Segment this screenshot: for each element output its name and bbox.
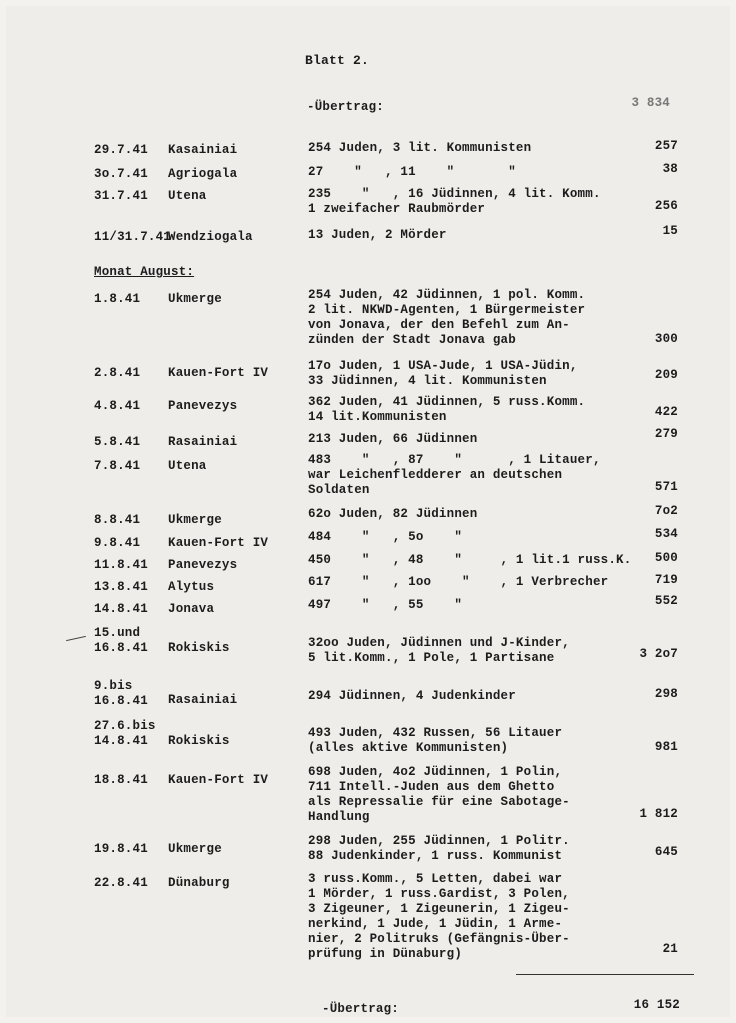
carryover-label: -Übertrag: xyxy=(307,100,385,114)
row-count: 298 xyxy=(654,687,678,701)
row-place: Ukmerge xyxy=(168,842,222,856)
row-place: Rasainiai xyxy=(168,693,238,707)
carryover-total: 16 152 xyxy=(633,998,680,1012)
row-count: 571 xyxy=(654,480,678,494)
row-count: 534 xyxy=(654,527,678,541)
row-date: 13.8.41 xyxy=(94,580,148,594)
row-count: 257 xyxy=(654,139,678,153)
row-date: 22.8.41 xyxy=(94,876,148,890)
row-description: 254 Juden, 3 lit. Kommunisten xyxy=(308,141,532,155)
row-date: 15.und 16.8.41 xyxy=(94,626,148,655)
row-place: Agriogala xyxy=(168,167,238,181)
row-count: 981 xyxy=(654,740,678,754)
row-place: Rokiskis xyxy=(168,641,230,655)
row-description: 32oo Juden, Jüdinnen und J-Kinder, 5 lit.Komm., 1 Pole, 1 Partisane xyxy=(308,636,570,665)
row-count: 500 xyxy=(654,551,678,565)
row-description: 298 Juden, 255 Jüdinnen, 1 Politr. 88 Judenkinder, 1 russ. Kommunist xyxy=(308,834,570,863)
row-place: Ukmerge xyxy=(168,513,222,527)
row-count: 38 xyxy=(662,162,678,176)
row-description: 17o Juden, 1 USA-Jude, 1 USA-Jüdin, 33 Jüdinnen, 4 lit. Kommunisten xyxy=(308,359,578,388)
row-place: Rokiskis xyxy=(168,734,230,748)
row-place: Kauen-Fort IV xyxy=(168,366,269,380)
carryover-bottom-label: -Übertrag: xyxy=(322,1002,400,1016)
row-description: 294 Jüdinnen, 4 Judenkinder xyxy=(308,689,516,703)
row-count: 300 xyxy=(654,332,678,346)
row-description: 450 " , 48 " , 1 lit.1 russ.K. xyxy=(308,553,632,567)
row-count: 645 xyxy=(654,845,678,859)
row-place: Wendziogala xyxy=(168,230,253,244)
row-count: 719 xyxy=(654,573,678,587)
row-place: Kauen-Fort IV xyxy=(168,773,269,787)
margin-tick-mark xyxy=(66,636,86,641)
row-date: 27.6.bis 14.8.41 xyxy=(94,719,156,748)
row-count: 21 xyxy=(662,942,678,956)
row-description: 254 Juden, 42 Jüdinnen, 1 pol. Komm. 2 lit. NKWD-Agenten, 1 Bürgermeister von Jonava, der den Befehl zum An- zünden der Stadt Jonava gab xyxy=(308,288,586,347)
row-description: 27 " , 11 " " xyxy=(308,165,516,179)
row-description: 617 " , 1oo " , 1 Verbrecher xyxy=(308,575,609,589)
row-count: 7o2 xyxy=(654,504,678,518)
row-date: 9.bis 16.8.41 xyxy=(94,679,148,708)
row-date: 9.8.41 xyxy=(94,536,141,550)
row-date: 7.8.41 xyxy=(94,459,141,473)
row-place: Utena xyxy=(168,189,207,203)
row-date: 11.8.41 xyxy=(94,558,148,572)
row-count: 552 xyxy=(654,594,678,608)
row-place: Panevezys xyxy=(168,399,238,413)
row-description: 493 Juden, 432 Russen, 56 Litauer (alles aktive Kommunisten) xyxy=(308,726,563,755)
row-place: Utena xyxy=(168,459,207,473)
row-description: 213 Juden, 66 Jüdinnen xyxy=(308,432,478,446)
row-date: 11/31.7.41 xyxy=(94,230,172,244)
row-description: 3 russ.Komm., 5 Letten, dabei war 1 Mörder, 1 russ.Gardist, 3 Polen, 3 Zigeuner, 1 Zigeunerin, 1 Zigeu- nerkind, 1 Jude, 1 Jüdin, 1 Arme- nier, 2 Politruks (Gefängnis-Über- prüfung in Dünaburg) xyxy=(308,872,570,961)
row-count: 279 xyxy=(654,427,678,441)
row-date: 31.7.41 xyxy=(94,189,148,203)
row-description: 484 " , 5o " xyxy=(308,530,463,544)
row-date: 19.8.41 xyxy=(94,842,148,856)
row-date: 8.8.41 xyxy=(94,513,141,527)
row-count: 15 xyxy=(662,224,678,238)
row-date: 29.7.41 xyxy=(94,143,148,157)
row-date: 5.8.41 xyxy=(94,435,141,449)
row-description: 235 " , 16 Jüdinnen, 4 lit. Komm. 1 zweifacher Raubmörder xyxy=(308,187,601,216)
row-date: 18.8.41 xyxy=(94,773,148,787)
row-place: Jonava xyxy=(168,602,215,616)
row-count: 3 2o7 xyxy=(639,647,678,661)
row-place: Ukmerge xyxy=(168,292,222,306)
row-date: 3o.7.41 xyxy=(94,167,148,181)
row-date: 14.8.41 xyxy=(94,602,148,616)
row-place: Alytus xyxy=(168,580,215,594)
row-description: 483 " , 87 " , 1 Litauer, war Leichenfledderer an deutschen Soldaten xyxy=(308,453,601,497)
row-place: Dünaburg xyxy=(168,876,230,890)
page-title: Blatt 2. xyxy=(305,53,370,68)
row-place: Kasainiai xyxy=(168,143,238,157)
row-date: 1.8.41 xyxy=(94,292,141,306)
sum-rule xyxy=(516,974,694,975)
row-count: 209 xyxy=(654,368,678,382)
row-date: 4.8.41 xyxy=(94,399,141,413)
row-place: Rasainiai xyxy=(168,435,238,449)
row-description: 698 Juden, 4o2 Jüdinnen, 1 Polin, 711 Intell.-Juden aus dem Ghetto als Repressalie für eine Sabotage- Handlung xyxy=(308,765,570,824)
row-count: 422 xyxy=(654,405,678,419)
row-description: 497 " , 55 " xyxy=(308,598,463,612)
row-count: 256 xyxy=(654,199,678,213)
carryover-value: 3 834 xyxy=(631,96,670,110)
section-heading-august: Monat August: xyxy=(94,265,195,279)
paper-sheet xyxy=(6,6,730,1017)
row-description: 362 Juden, 41 Jüdinnen, 5 russ.Komm. 14 lit.Kommunisten xyxy=(308,395,586,424)
row-count: 1 812 xyxy=(639,807,678,821)
row-place: Panevezys xyxy=(168,558,238,572)
row-description: 13 Juden, 2 Mörder xyxy=(308,228,447,242)
row-place: Kauen-Fort IV xyxy=(168,536,269,550)
row-date: 2.8.41 xyxy=(94,366,141,380)
row-description: 62o Juden, 82 Jüdinnen xyxy=(308,507,478,521)
